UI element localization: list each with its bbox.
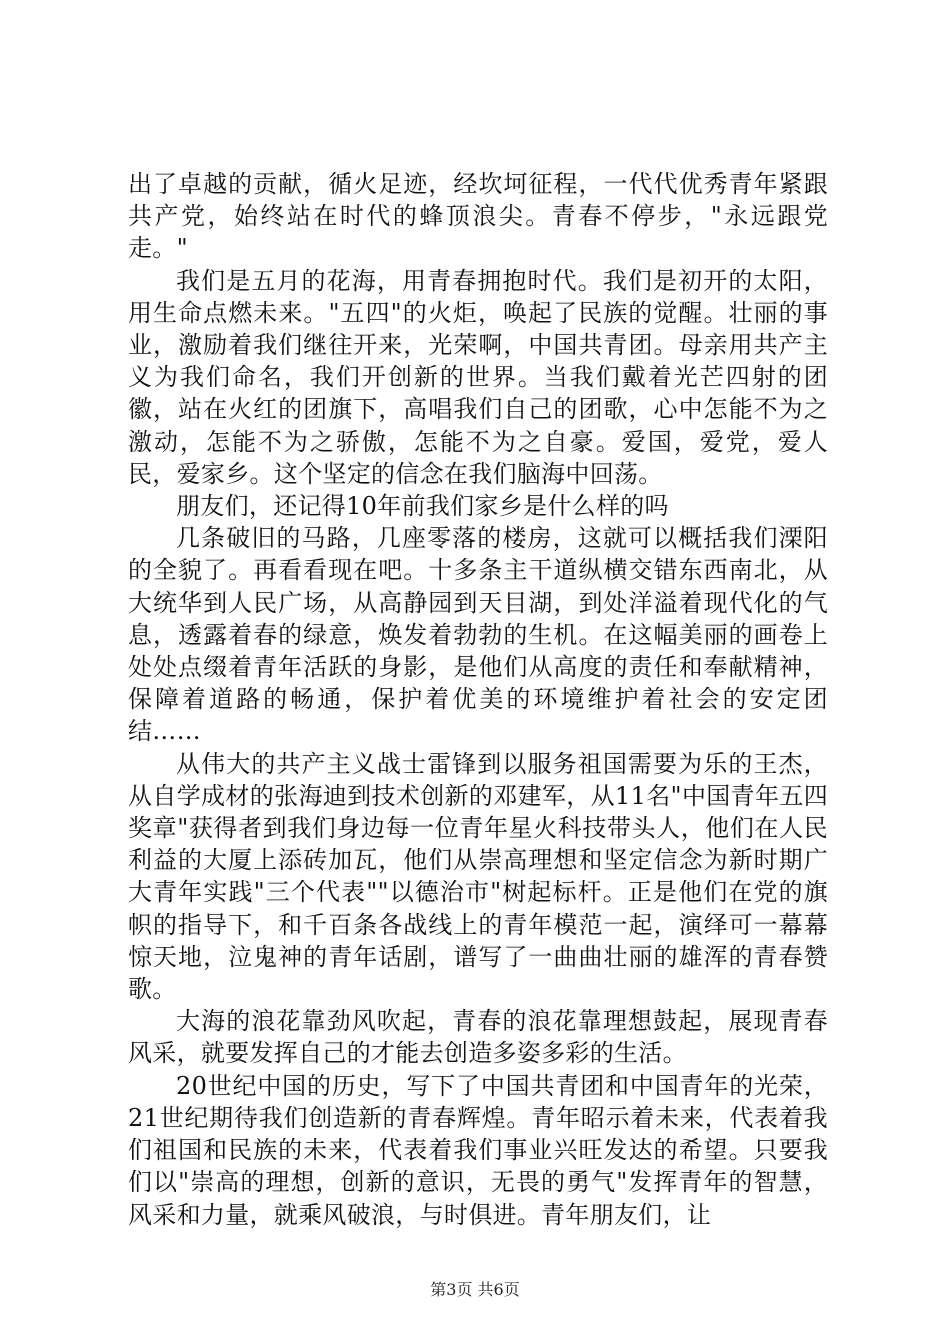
document-body: [128, 168, 828, 1231]
paragraph-4: 几条破旧的马路，几座零落的楼房，这就可以概括我们溧阳的全貌了。再看看现在吧。十多条主干道纵横交错东西南北，从大统华到人民广场，从高静园到天目湖，到处洋溢着现代化的气息，透露着春的绿意，焕发着勃勃的生机。在这幅美丽的画卷上处处点缀着青年活跃的身影，是他们从高度的责任和奉献精神，保障着道路的畅通，保护着优美的环境维护着社会的安定团结……: [128, 524, 828, 746]
paragraph-7: 20世纪中国的历史，写下了中国共青团和中国青年的光荣，21世纪期待我们创造新的青春辉煌。青年昭示着未来，代表着我们祖国和民族的未来，代表着我们事业兴旺发达的希望。只要我们以"崇高的理想，创新的意识，无畏的勇气"发挥青年的智慧，风采和力量，就乘风破浪，与时俱进。青年朋友们，让: [128, 1071, 828, 1229]
paragraph-6: 大海的浪花靠劲风吹起，青春的浪花靠理想鼓起，展现青春风采，就要发挥自己的才能去创造多姿多彩的生活。: [128, 1007, 828, 1068]
paragraph-1: 出了卓越的贡献，循火足迹，经坎坷征程，一代代优秀青年紧跟共产党，始终站在时代的蜂顶浪尖。青春不停步，"永远跟党走。": [128, 170, 828, 263]
paragraph-3: 朋友们，还记得10年前我们家乡是什么样的吗: [176, 492, 669, 521]
paragraph-2: 我们是五月的花海，用青春拥抱时代。我们是初开的太阳，用生命点燃未来。"五四"的火炬，唤起了民族的觉醒。壮丽的事业，激励着我们继往开来，光荣啊，中国共青团。母亲用共产主义为我们命名，我们开创新的世界。当我们戴着光芒四射的团徽，站在火红的团旗下，高唱我们自己的团歌，心中怎能不为之激动，怎能不为之骄傲，怎能不为之自豪。爱国，爱党，爱人民，爱家乡。这个坚定的信念在我们脑海中回荡。: [128, 266, 828, 488]
page-number-footer: 第3页 共6页: [430, 1280, 520, 1299]
paragraph-5: 从伟大的共产主义战士雷锋到以服务祖国需要为乐的王杰，从自学成材的张海迪到技术创新的邓建军，从11名"中国青年五四奖章"获得者到我们身边每一位青年星火科技带头人，他们在人民利益的大厦上添砖加瓦，他们从崇高理想和坚定信念为新时期广大青年实践"三个代表""以德治市"树起标杆。正是他们在党的旗帜的指导下，和千百条各战线上的青年模范一起，演绎可一幕幕惊天地，泣鬼神的青年话剧，谱写了一曲曲壮丽的雄浑的青春赞歌。: [128, 749, 828, 1004]
